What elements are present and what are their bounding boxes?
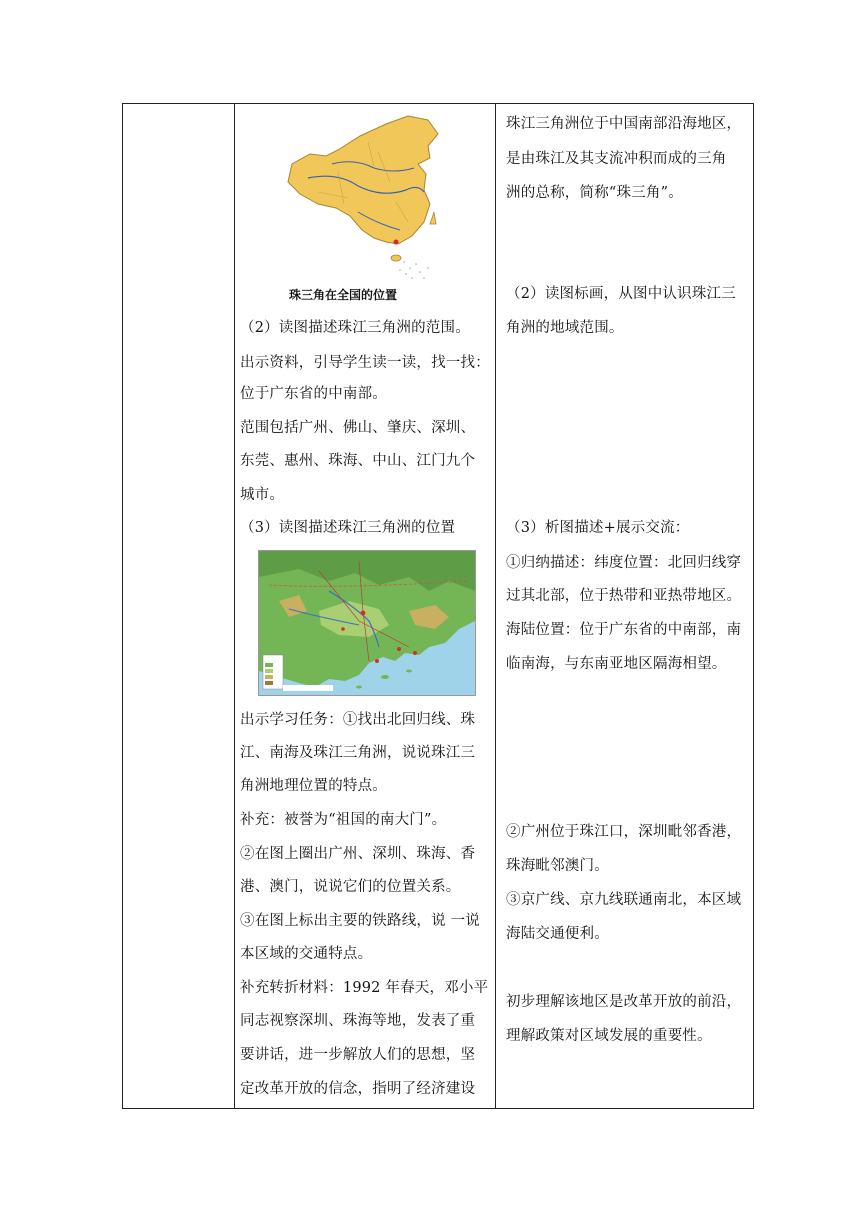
column-divider-1 <box>234 104 235 1108</box>
material-line: 补充转折材料：1992 年春天，邓小平 <box>240 980 489 996</box>
answer-a-line: 是由珠江及其支流冲积而成的三角 <box>506 151 727 167</box>
answer-c-line: （3）析图描述+展示交流： <box>506 520 690 536</box>
answer-a-line: 洲的总称，简称“珠三角”。 <box>506 185 683 201</box>
section-2-title: （2）读图描述珠江三角洲的范围。 <box>240 320 470 336</box>
task-line: 出示学习任务：①找出北回归线、珠 <box>240 712 476 728</box>
answer-c-line: 海陆位置：位于广东省的中南部，南 <box>506 622 742 638</box>
task-2-line: 港、澳门，说说它们的位置关系。 <box>240 879 461 895</box>
section-2-line: 城市。 <box>240 487 285 503</box>
answer-e-line: 初步理解该地区是改革开放的前沿， <box>506 994 742 1010</box>
answer-c-line: 过其北部，位于热带和亚热带地区。 <box>506 588 742 604</box>
answer-e-line: 理解政策对区域发展的重要性。 <box>506 1028 712 1044</box>
china-map-image <box>278 112 458 284</box>
material-line: 要讲话，进一步解放人们的思想，坚 <box>240 1047 476 1063</box>
answer-c-line: 临南海，与东南亚地区隔海相望。 <box>506 656 727 672</box>
task-3-line: ③在图上标出主要的铁路线，说 一说 <box>240 913 481 929</box>
answer-d-line: ②广州位于珠江口，深圳毗邻香港， <box>506 824 742 840</box>
section-2-line: 东莞、惠州、珠海、中山、江门九个 <box>240 453 476 469</box>
column-divider-2 <box>495 104 496 1108</box>
answer-d-line: 海陆交通便利。 <box>506 926 609 942</box>
task-3-line: 本区域的交通特点。 <box>240 946 373 962</box>
task-line: 江、南海及珠江三角洲，说说珠江三 <box>240 745 476 761</box>
section-2-line: 位于广东省的中南部。 <box>240 386 387 402</box>
pearl-river-delta-map-image <box>258 550 476 696</box>
answer-b-line: 角洲的地域范围。 <box>506 320 624 336</box>
answer-d-line: ③京广线、京九线联通南北，本区域 <box>506 892 742 908</box>
material-line: 定改革开放的信念，指明了经济建设 <box>240 1081 476 1097</box>
china-map-caption: 珠三角在全国的位置 <box>289 288 398 302</box>
answer-d-line: 珠海毗邻澳门。 <box>506 858 609 874</box>
section-2-line: 出示资料，引导学生读一读，找一找： <box>240 355 490 371</box>
section-2-line: 范围包括广州、佛山、肇庆、深圳、 <box>240 420 476 436</box>
answer-b-line: （2）读图标画，从图中认识珠江三 <box>506 286 736 302</box>
material-line: 同志视察深圳、珠海等地，发表了重 <box>240 1013 476 1029</box>
task-2-line: ②在图上圈出广州、深圳、珠海、香 <box>240 846 476 862</box>
task-line: 角洲地理位置的特点。 <box>240 778 387 794</box>
answer-c-line: ①归纳描述：纬度位置：北回归线穿 <box>506 555 742 571</box>
section-3-title: （3）读图描述珠江三角洲的位置 <box>240 520 456 536</box>
answer-a-line: 珠江三角洲位于中国南部沿海地区， <box>506 116 742 132</box>
supplement-line: 补充：被誉为“祖国的南大门”。 <box>240 812 447 828</box>
